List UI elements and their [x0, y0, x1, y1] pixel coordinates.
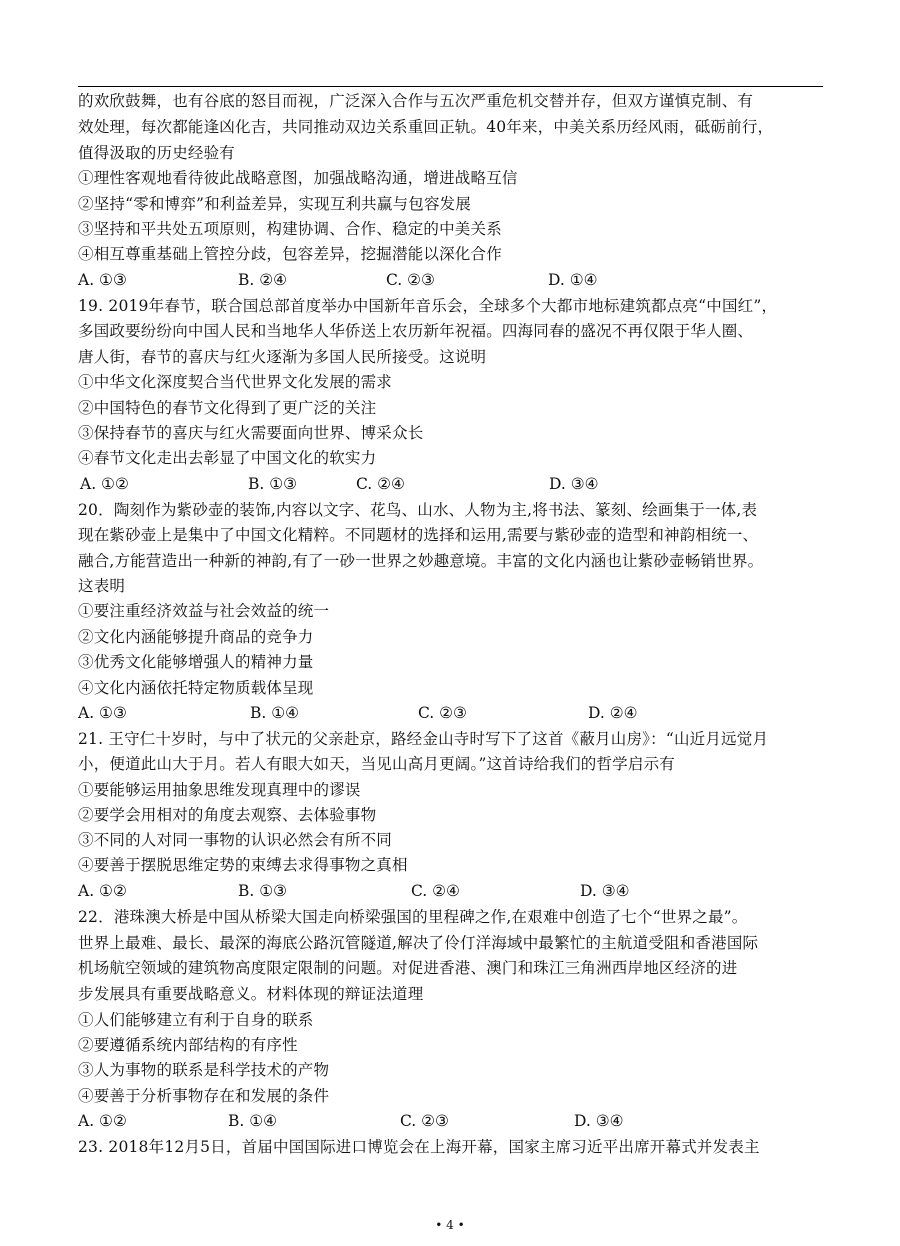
answer-option: D. ①④	[548, 271, 598, 289]
text-line: 19. 2019年春节，联合国总部首度举办中国新年音乐会，全球多个大都市地标建筑都点亮“中国红”，	[78, 297, 778, 315]
answer-option: C. ②③	[418, 704, 467, 722]
text-line: ④要善于分析事物存在和发展的条件	[78, 1087, 330, 1105]
text-line: 唐人街，春节的喜庆与红火逐渐为多国人民所接受。这说明	[78, 348, 487, 366]
text-line: 21. 王守仁十岁时，与中了状元的父亲赴京，路经金山寺时写下了这首《蔽月山房》：“山近月远觉月	[78, 730, 769, 748]
answer-options	[78, 270, 823, 290]
text-line: ①理性客观地看待彼此战略意图，加强战略沟通，增进战略互信	[78, 169, 518, 187]
text-line: 世界上最难、最长、最深的海底公路沉管隧道,解决了伶仃洋海域中最繁忙的主航道受阻和香港国际	[78, 934, 759, 952]
text-line: ①中华文化深度契合当代世界文化发展的需求	[78, 373, 393, 391]
text-line: ③坚持和平共处五项原则，构建协调、合作、稳定的中美关系	[78, 220, 502, 238]
text-line: 20．陶刻作为紫砂壶的装饰,内容以文字、花鸟、山水、人物为主,将书法、篆刻、绘画集于一体,表	[78, 501, 758, 519]
text-line: 22．港珠澳大桥是中国从桥梁大国走向桥梁强国的里程碑之作,在艰难中创造了七个“世界之最”。	[78, 908, 748, 926]
answer-option: C. ②④	[356, 475, 405, 493]
text-line: ②坚持“零和博弈”和利益差异，实现互利共赢与包容发展	[78, 195, 472, 213]
text-line: 现在紫砂壶上是集中了中国文化精粹。不同题材的选择和运用,需要与紫砂壶的造型和神韵相统一、	[78, 526, 759, 544]
answer-options	[78, 703, 823, 723]
answer-option: C. ②③	[400, 1112, 449, 1130]
answer-option: B. ①④	[228, 1112, 278, 1130]
text-line: ③优秀文化能够增强人的精神力量	[78, 653, 314, 671]
answer-option: B. ①④	[250, 704, 300, 722]
text-line: ④相互尊重基础上管控分歧，包容差异，挖掘潜能以深化合作	[78, 245, 502, 263]
answer-option: A. ①②	[80, 475, 129, 493]
text-line: 的欢欣鼓舞，也有谷底的怒目而视，广泛深入合作与五次严重危机交替并存，但双方谨慎克制、有	[78, 92, 754, 110]
text-line: 机场航空领域的建筑物高度限定限制的问题。对促进香港、澳门和珠江三角洲西岸地区经济的进	[78, 959, 738, 977]
answer-option: A. ①③	[78, 704, 127, 722]
text-line: ②文化内涵能够提升商品的竞争力	[78, 628, 314, 646]
text-line: ③保持春节的喜庆与红火需要面向世界、博采众长	[78, 424, 424, 442]
text-line: ②中国特色的春节文化得到了更广泛的关注	[78, 399, 377, 417]
answer-option: D. ③④	[580, 882, 630, 900]
answer-option: B. ①③	[248, 475, 298, 493]
text-line: ③不同的人对同一事物的认识必然会有所不同	[78, 831, 393, 849]
answer-option: D. ③④	[549, 475, 599, 493]
answer-options	[78, 1111, 823, 1131]
text-line: 值得汲取的历史经验有	[78, 144, 236, 162]
text-line: ①要注重经济效益与社会效益的统一	[78, 602, 330, 620]
text-line: 这表明	[78, 577, 126, 595]
answer-option: D. ③④	[574, 1112, 624, 1130]
answer-option: A. ①②	[78, 1112, 127, 1130]
text-line: 步发展具有重要战略意义。材料体现的辩证法道理	[78, 985, 424, 1003]
text-line: ④文化内涵依托特定物质载体呈现	[78, 679, 314, 697]
answer-options	[78, 474, 823, 494]
text-line: 效处理，每次都能逢凶化吉，共同推动双边关系重回正轨。40年来，中美关系历经风雨，砥砺前行，	[78, 118, 774, 136]
answer-option: D. ②④	[588, 704, 638, 722]
text-line: ③人为事物的联系是科学技术的产物	[78, 1061, 330, 1079]
answer-option: C. ②④	[411, 882, 460, 900]
answer-option: B. ①③	[238, 882, 288, 900]
text-line: ④要善于摆脱思维定势的束缚去求得事物之真相	[78, 856, 408, 874]
text-line: ①要能够运用抽象思维发现真理中的谬误	[78, 781, 361, 799]
text-line: ②要学会用相对的角度去观察、去体验事物	[78, 806, 377, 824]
text-line: ①人们能够建立有利于自身的联系	[78, 1011, 314, 1029]
answer-options	[78, 881, 823, 901]
answer-option: A. ①②	[78, 882, 127, 900]
text-line: 23. 2018年12月5日，首届中国国际进口博览会在上海开幕，国家主席习近平出席开幕式并发表主	[78, 1138, 760, 1156]
text-line: 融合,方能营造出一种新的神韵,有了一砂一世界之妙趣意境。丰富的文化内涵也让紫砂壶畅销世界。	[78, 552, 764, 570]
answer-option: B. ②④	[238, 271, 288, 289]
text-line: ②要遵循系统内部结构的有序性	[78, 1036, 298, 1054]
text-line: ④春节文化走出去彰显了中国文化的软实力	[78, 449, 377, 467]
header-rule	[78, 86, 823, 87]
text-line: 多国政要纷纷向中国人民和当地华人华侨送上农历新年祝福。四海同春的盛况不再仅限于华人圈、	[78, 322, 754, 340]
answer-option: C. ②③	[386, 271, 435, 289]
page-number: • 4 •	[435, 1218, 465, 1232]
text-line: 小，便道此山大于月。若人有眼大如天，当见山高月更阔。”这首诗给我们的哲学启示有	[78, 755, 675, 773]
answer-option: A. ①③	[78, 271, 127, 289]
